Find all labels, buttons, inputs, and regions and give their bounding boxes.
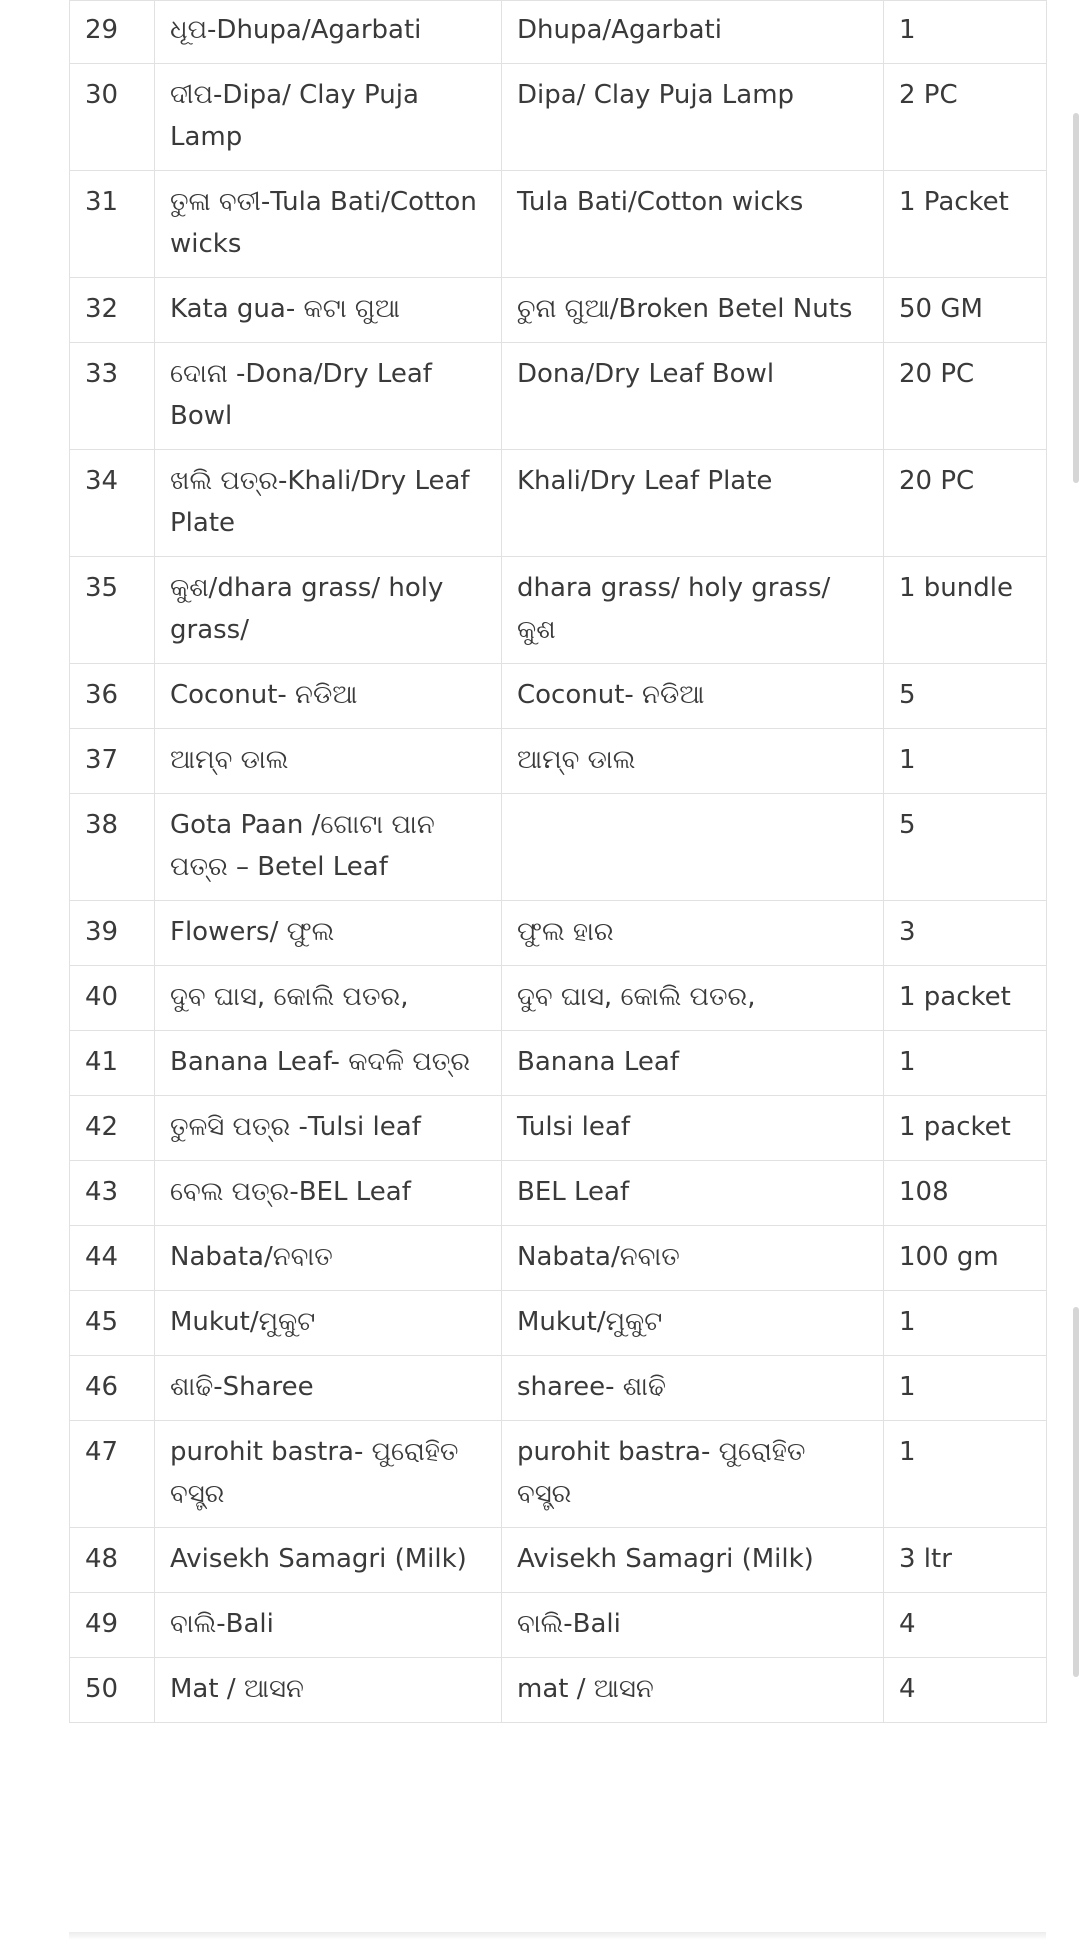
cell-number: 47	[70, 1421, 155, 1528]
cell-number: 46	[70, 1356, 155, 1421]
cell-quantity: 4	[884, 1658, 1047, 1723]
cell-quantity: 2 PC	[884, 64, 1047, 171]
cell-number: 32	[70, 278, 155, 343]
cell-quantity: 1	[884, 1, 1047, 64]
cell-description	[502, 794, 884, 901]
cell-quantity: 1	[884, 1031, 1047, 1096]
table-row	[70, 343, 1047, 450]
cell-number: 40	[70, 966, 155, 1031]
cell-number: 41	[70, 1031, 155, 1096]
cell-number: 42	[70, 1096, 155, 1161]
cell-quantity: 1	[884, 729, 1047, 794]
cell-number: 36	[70, 664, 155, 729]
table-row	[70, 557, 1047, 664]
cell-description: mat / ଆସନ	[502, 1658, 884, 1723]
cell-number: 29	[70, 1, 155, 64]
table-row	[70, 1528, 1047, 1593]
cell-description: Dipa/ Clay Puja Lamp	[502, 64, 884, 171]
table-row	[70, 794, 1047, 901]
cell-item: Mat / ଆସନ	[155, 1658, 502, 1723]
cell-item: ଆମ୍ବ ଡାଲ	[155, 729, 502, 794]
cell-item: ଶାଢି-Sharee	[155, 1356, 502, 1421]
cell-item: Flowers/ ଫୁଲ	[155, 901, 502, 966]
cell-quantity: 1	[884, 1356, 1047, 1421]
puja-items-table	[69, 0, 1047, 1723]
cell-quantity: 50 GM	[884, 278, 1047, 343]
cell-description: Khali/Dry Leaf Plate	[502, 450, 884, 557]
cell-quantity: 1 bundle	[884, 557, 1047, 664]
cell-item: Mukut/ମୁକୁଟ	[155, 1291, 502, 1356]
cell-item: Banana Leaf- କଦଳି ପତ୍ର	[155, 1031, 502, 1096]
table-row	[70, 450, 1047, 557]
scrollbar-thumb[interactable]	[1073, 113, 1079, 483]
cell-description: Nabata/ନବାତ	[502, 1226, 884, 1291]
table-row	[70, 1161, 1047, 1226]
cell-item: purohit bastra- ପୁରୋହିତ ବସ୍ତ୍ର	[155, 1421, 502, 1528]
scrollbar-thumb[interactable]	[1073, 1307, 1079, 1677]
cell-number: 49	[70, 1593, 155, 1658]
cell-description: sharee- ଶାଢି	[502, 1356, 884, 1421]
cell-number: 50	[70, 1658, 155, 1723]
cell-item: ଦୁବ ଘାସ, କୋଲି ପତର,	[155, 966, 502, 1031]
table-row	[70, 278, 1047, 343]
cell-number: 38	[70, 794, 155, 901]
table-row	[70, 729, 1047, 794]
cell-quantity: 4	[884, 1593, 1047, 1658]
cell-item: ଦୀପ-Dipa/ Clay Puja Lamp	[155, 64, 502, 171]
cell-item: କୁଶ/dhara grass/ holy grass/	[155, 557, 502, 664]
table-row	[70, 1096, 1047, 1161]
cell-description: ଫୁଲ ହାର	[502, 901, 884, 966]
cell-quantity: 20 PC	[884, 343, 1047, 450]
cell-quantity: 5	[884, 664, 1047, 729]
cell-number: 30	[70, 64, 155, 171]
cell-quantity: 3 ltr	[884, 1528, 1047, 1593]
table-row	[70, 664, 1047, 729]
cell-quantity: 1 packet	[884, 966, 1047, 1031]
cell-description: purohit bastra- ପୁରୋହିତ ବସ୍ତ୍ର	[502, 1421, 884, 1528]
cell-number: 37	[70, 729, 155, 794]
table-row	[70, 1421, 1047, 1528]
cell-description: Tula Bati/Cotton wicks	[502, 171, 884, 278]
cell-number: 31	[70, 171, 155, 278]
cell-description: Banana Leaf	[502, 1031, 884, 1096]
cell-number: 35	[70, 557, 155, 664]
puja-items-table-container	[69, 0, 1046, 1723]
cell-description: BEL Leaf	[502, 1161, 884, 1226]
cell-description: Avisekh Samagri (Milk)	[502, 1528, 884, 1593]
cell-number: 33	[70, 343, 155, 450]
table-body	[70, 1, 1047, 1723]
cell-item: Coconut- ନଡିଆ	[155, 664, 502, 729]
table-row	[70, 1658, 1047, 1723]
cell-number: 45	[70, 1291, 155, 1356]
cell-item: Gota Paan /ଗୋଟା ପାନ ପତ୍ର – Betel Leaf	[155, 794, 502, 901]
table-row	[70, 1291, 1047, 1356]
cell-item: Kata gua- କଟା ଗୁଆ	[155, 278, 502, 343]
cell-item: ବାଲି-Bali	[155, 1593, 502, 1658]
cell-number: 44	[70, 1226, 155, 1291]
cell-number: 48	[70, 1528, 155, 1593]
cell-description: ଚୁନା ଗୁଆ/Broken Betel Nuts	[502, 278, 884, 343]
cell-description: ବାଲି-Bali	[502, 1593, 884, 1658]
cell-quantity: 1	[884, 1291, 1047, 1356]
table-row	[70, 1356, 1047, 1421]
cell-item: ଖଲି ପତ୍ର-Khali/Dry Leaf Plate	[155, 450, 502, 557]
cell-item: ଧୂପ-Dhupa/Agarbati	[155, 1, 502, 64]
cell-description: dhara grass/ holy grass/ କୁଶ	[502, 557, 884, 664]
cell-quantity: 100 gm	[884, 1226, 1047, 1291]
cell-item: ତୁଳସି ପତ୍ର -Tulsi leaf	[155, 1096, 502, 1161]
cell-number: 39	[70, 901, 155, 966]
cell-item: ବେଲ ପତ୍ର-BEL Leaf	[155, 1161, 502, 1226]
cell-item: ତୁଳା ବତୀ-Tula Bati/Cotton wicks	[155, 171, 502, 278]
table-row	[70, 64, 1047, 171]
cell-item: ଦୋନା -Dona/Dry Leaf Bowl	[155, 343, 502, 450]
cell-description: Dona/Dry Leaf Bowl	[502, 343, 884, 450]
table-row	[70, 1593, 1047, 1658]
cell-description: Dhupa/Agarbati	[502, 1, 884, 64]
cell-description: ଦୁବ ଘାସ, କୋଲି ପତର,	[502, 966, 884, 1031]
cell-number: 43	[70, 1161, 155, 1226]
cell-quantity: 20 PC	[884, 450, 1047, 557]
table-row	[70, 1, 1047, 64]
cell-description: ଆମ୍ବ ଡାଲ	[502, 729, 884, 794]
table-row	[70, 1226, 1047, 1291]
cell-quantity: 5	[884, 794, 1047, 901]
cell-number: 34	[70, 450, 155, 557]
table-bottom-edge	[69, 1932, 1046, 1940]
cell-quantity: 1	[884, 1421, 1047, 1528]
table-row	[70, 1031, 1047, 1096]
cell-quantity: 1 Packet	[884, 171, 1047, 278]
cell-description: Tulsi leaf	[502, 1096, 884, 1161]
table-row	[70, 171, 1047, 278]
cell-description: Mukut/ମୁକୁଟ	[502, 1291, 884, 1356]
cell-quantity: 1 packet	[884, 1096, 1047, 1161]
cell-description: Coconut- ନଡିଆ	[502, 664, 884, 729]
cell-item: Avisekh Samagri (Milk)	[155, 1528, 502, 1593]
table-row	[70, 966, 1047, 1031]
table-row	[70, 901, 1047, 966]
cell-quantity: 3	[884, 901, 1047, 966]
cell-item: Nabata/ନବାତ	[155, 1226, 502, 1291]
cell-quantity: 108	[884, 1161, 1047, 1226]
